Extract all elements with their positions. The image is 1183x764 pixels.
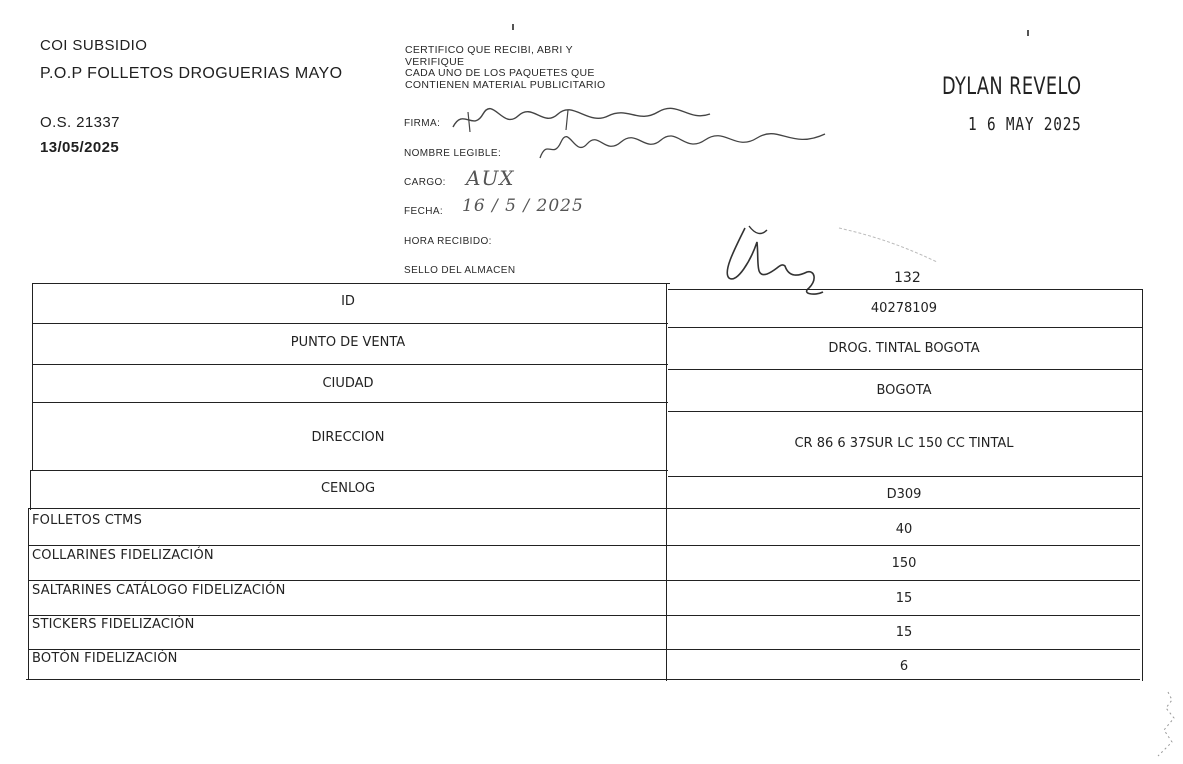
scan-speck bbox=[512, 24, 514, 30]
row-value-id: 40278109 bbox=[870, 301, 938, 316]
sello-label: SELLO DEL ALMACEN bbox=[404, 265, 516, 276]
fecha-label: FECHA: bbox=[404, 206, 444, 217]
certification-line: VERIFIQUE bbox=[405, 55, 465, 68]
row-value-ciudad: BOGOTA bbox=[876, 383, 932, 398]
certification-line: CONTIENEN MATERIAL PUBLICITARIO bbox=[405, 78, 606, 91]
row-label-id: ID bbox=[341, 294, 355, 309]
nombre-label: NOMBRE LEGIBLE: bbox=[404, 148, 502, 159]
certification-text bbox=[405, 45, 605, 91]
nombre-handwriting bbox=[535, 128, 835, 168]
item-label: FOLLETOS CTMS bbox=[32, 513, 143, 528]
stamp-date: 1 6 MAY 2025 bbox=[968, 114, 1082, 135]
fecha-value: 16 / 5 / 2025 bbox=[462, 196, 584, 216]
order-date: 13/05/2025 bbox=[40, 139, 120, 156]
item-label: STICKERS FIDELIZACIÓN bbox=[32, 617, 195, 632]
row-label-direccion: DIRECCION bbox=[311, 430, 385, 445]
document-title: P.O.P FOLLETOS DROGUERIAS MAYO bbox=[40, 65, 343, 82]
client-name: COI SUBSIDIO bbox=[40, 37, 148, 54]
hora-label: HORA RECIBIDO: bbox=[404, 236, 492, 247]
item-label: SALTARINES CATÁLOGO FIDELIZACIÓN bbox=[32, 583, 286, 598]
item-quantity: 15 bbox=[895, 625, 913, 640]
row-label-ciudad: CIUDAD bbox=[322, 376, 374, 391]
row-value-cenlog: D309 bbox=[886, 487, 922, 502]
item-label: BOTÓN FIDELIZACIÓN bbox=[32, 651, 178, 666]
item-quantity: 15 bbox=[895, 591, 913, 606]
details-table bbox=[26, 283, 1142, 681]
item-quantity: 150 bbox=[891, 556, 917, 571]
certification-line: CADA UNO DE LOS PAQUETES QUE bbox=[405, 67, 595, 79]
item-quantity: 6 bbox=[899, 659, 909, 674]
faint-stamp-mark bbox=[835, 222, 945, 267]
certification-line: CERTIFICO QUE RECIBI, ABRI Y bbox=[405, 44, 573, 56]
cargo-value: AUX bbox=[466, 166, 515, 190]
row-label-cenlog: CENLOG bbox=[320, 481, 376, 496]
item-label: COLLARINES FIDELIZACIÓN bbox=[32, 548, 214, 563]
scan-speck bbox=[1027, 30, 1029, 36]
row-value-punto-de-venta: DROG. TINTAL BOGOTA bbox=[828, 341, 980, 356]
stamp-name: DYLAN REVELO bbox=[942, 72, 1082, 100]
row-value-direccion: CR 86 6 37SUR LC 150 CC TINTAL bbox=[794, 436, 1014, 451]
item-quantity: 40 bbox=[895, 522, 913, 537]
firma-label: FIRMA: bbox=[404, 118, 441, 129]
cargo-label: CARGO: bbox=[404, 177, 446, 188]
store-number: 132 bbox=[894, 270, 921, 286]
order-number: O.S. 21337 bbox=[40, 114, 120, 131]
scan-noise-corner bbox=[1128, 690, 1178, 760]
row-label-punto-de-venta: PUNTO DE VENTA bbox=[290, 335, 406, 350]
